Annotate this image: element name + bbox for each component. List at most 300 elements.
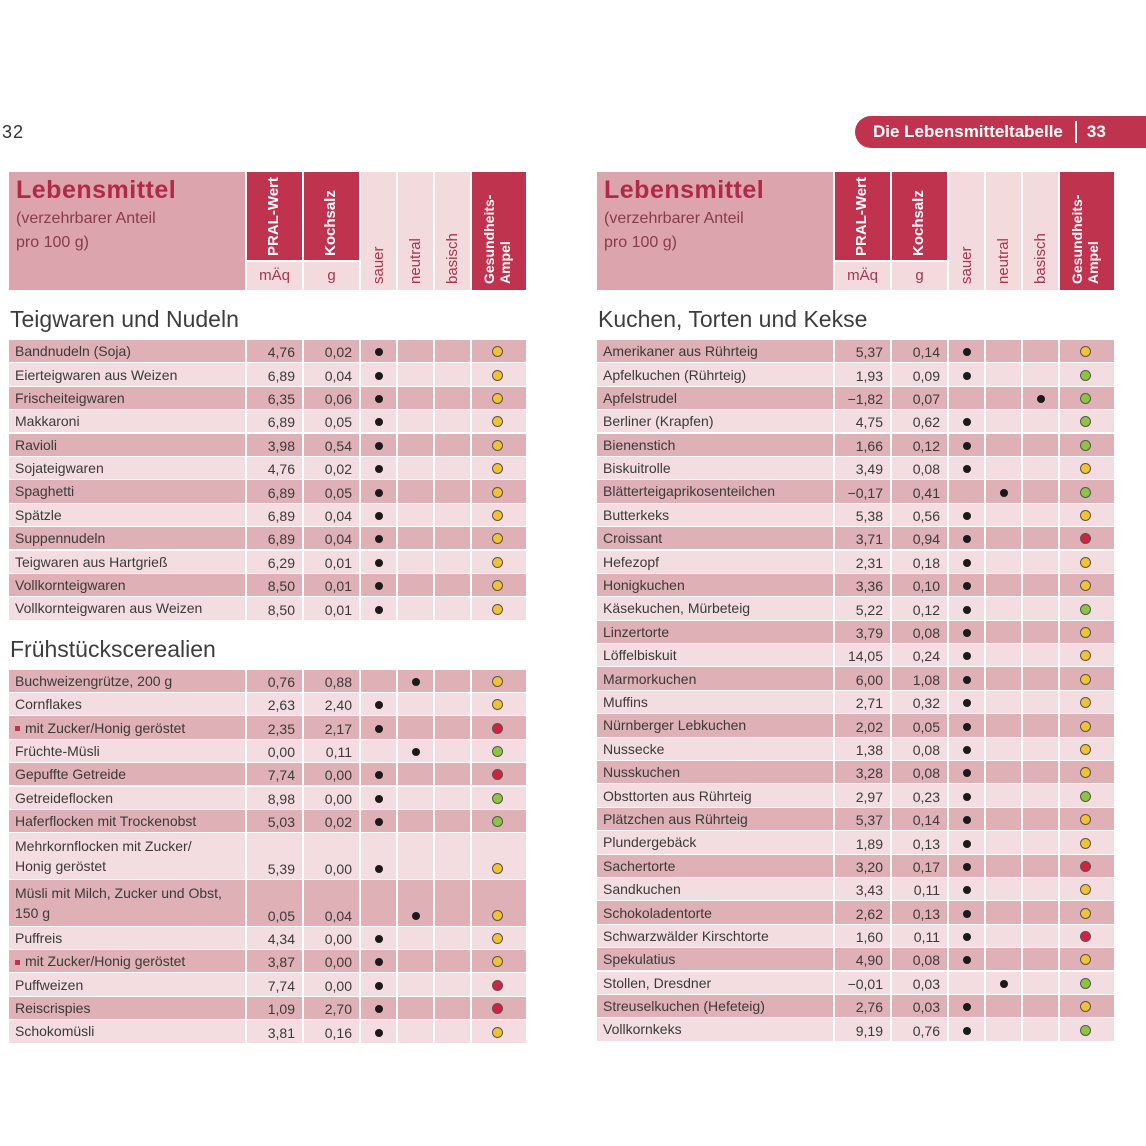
salt-value: 0,01 bbox=[304, 551, 359, 573]
table-row bbox=[597, 995, 1114, 1017]
basisch-cell bbox=[1023, 878, 1058, 900]
food-name bbox=[9, 670, 245, 692]
sauer-dot-icon bbox=[375, 982, 383, 990]
basisch-cell bbox=[435, 363, 470, 385]
header-food-sub1: (verzehrbarer Anteil bbox=[604, 210, 744, 227]
table-row bbox=[9, 410, 526, 432]
food-name bbox=[9, 434, 245, 456]
neutral-cell bbox=[986, 831, 1021, 853]
neutral-cell bbox=[398, 410, 433, 432]
left-column bbox=[9, 172, 526, 1044]
table-row bbox=[9, 504, 526, 526]
ampel-cell bbox=[1060, 387, 1114, 409]
traffic-light-yellow-icon bbox=[492, 533, 503, 544]
header-salt-label: Kochsalz bbox=[910, 190, 927, 256]
table-row bbox=[9, 597, 526, 619]
neutral-cell bbox=[986, 714, 1021, 736]
header-ampel bbox=[472, 172, 526, 290]
salt-value: 0,08 bbox=[892, 457, 947, 479]
salt-value: 0,56 bbox=[892, 504, 947, 526]
sauer-dot-icon bbox=[963, 1027, 971, 1035]
neutral-cell bbox=[398, 927, 433, 949]
salt-value: 0,11 bbox=[304, 740, 359, 762]
traffic-light-yellow-icon bbox=[492, 346, 503, 357]
neutral-cell bbox=[986, 667, 1021, 689]
basisch-cell bbox=[1023, 761, 1058, 783]
running-head-title: Die Lebensmitteltabelle bbox=[873, 122, 1063, 141]
table-row bbox=[597, 363, 1114, 385]
section-table bbox=[9, 340, 526, 620]
basisch-cell bbox=[435, 787, 470, 809]
salt-value: 0,08 bbox=[892, 948, 947, 970]
table-row bbox=[9, 927, 526, 949]
pral-value: 6,89 bbox=[247, 363, 302, 385]
table-row bbox=[597, 948, 1114, 970]
salt-value: 0,11 bbox=[892, 925, 947, 947]
traffic-light-green-icon bbox=[1080, 791, 1091, 802]
food-name bbox=[9, 457, 245, 479]
sauer-cell bbox=[949, 972, 984, 994]
neutral-cell bbox=[398, 363, 433, 385]
neutral-cell bbox=[398, 810, 433, 832]
table-row bbox=[9, 880, 526, 926]
sauer-dot-icon bbox=[375, 771, 383, 779]
basisch-cell bbox=[435, 480, 470, 502]
header-neutral bbox=[398, 172, 433, 290]
sauer-cell bbox=[949, 340, 984, 362]
food-name bbox=[9, 740, 245, 762]
sauer-cell bbox=[361, 973, 396, 995]
sauer-cell bbox=[361, 950, 396, 972]
food-name bbox=[597, 551, 833, 573]
ampel-cell bbox=[1060, 738, 1114, 760]
traffic-light-yellow-icon bbox=[1080, 650, 1091, 661]
neutral-cell bbox=[986, 784, 1021, 806]
neutral-cell bbox=[986, 551, 1021, 573]
ampel-cell bbox=[472, 833, 526, 879]
traffic-light-yellow-icon bbox=[1080, 908, 1091, 919]
neutral-cell bbox=[986, 691, 1021, 713]
neutral-cell bbox=[986, 480, 1021, 502]
food-name bbox=[597, 387, 833, 409]
table-row bbox=[597, 714, 1114, 736]
ampel-cell bbox=[1060, 597, 1114, 619]
sauer-dot-icon bbox=[375, 395, 383, 403]
traffic-light-yellow-icon bbox=[1080, 1001, 1091, 1012]
traffic-light-yellow-icon bbox=[492, 580, 503, 591]
food-name-text: Obsttorten aus Rührteig bbox=[603, 787, 752, 804]
traffic-light-yellow-icon bbox=[492, 370, 503, 381]
food-name-text: Plundergebäck bbox=[603, 834, 697, 851]
sauer-cell bbox=[949, 878, 984, 900]
pral-value: 1,89 bbox=[835, 831, 890, 853]
salt-value: 0,00 bbox=[304, 763, 359, 785]
basisch-cell bbox=[1023, 784, 1058, 806]
sauer-cell bbox=[361, 551, 396, 573]
ampel-cell bbox=[1060, 340, 1114, 362]
basisch-cell bbox=[435, 574, 470, 596]
table-header bbox=[597, 172, 1114, 290]
sauer-dot-icon bbox=[375, 418, 383, 426]
sauer-dot-icon bbox=[375, 348, 383, 356]
food-name-text: Biskuitrolle bbox=[603, 460, 671, 477]
food-name-text: Vollkornteigwaren bbox=[15, 577, 126, 594]
salt-value: 0,02 bbox=[304, 810, 359, 832]
ampel-cell bbox=[472, 950, 526, 972]
traffic-light-yellow-icon bbox=[492, 393, 503, 404]
salt-value: 0,08 bbox=[892, 761, 947, 783]
table-row bbox=[597, 480, 1114, 502]
sauer-cell bbox=[361, 833, 396, 879]
pral-value: 3,28 bbox=[835, 761, 890, 783]
section-title: Frühstückscerealien bbox=[10, 635, 216, 662]
header-sauer bbox=[361, 172, 396, 290]
salt-value: 0,00 bbox=[304, 787, 359, 809]
neutral-cell bbox=[986, 527, 1021, 549]
basisch-dot-icon bbox=[1037, 395, 1045, 403]
sauer-cell bbox=[949, 831, 984, 853]
ampel-cell bbox=[472, 410, 526, 432]
salt-value: 0,01 bbox=[304, 574, 359, 596]
neutral-cell bbox=[986, 434, 1021, 456]
sauer-dot-icon bbox=[963, 1003, 971, 1011]
basisch-cell bbox=[435, 950, 470, 972]
sauer-cell bbox=[361, 927, 396, 949]
traffic-light-yellow-icon bbox=[492, 863, 503, 874]
food-name-text: Puffreis bbox=[15, 929, 63, 946]
pral-value: 6,89 bbox=[247, 504, 302, 526]
ampel-cell bbox=[472, 340, 526, 362]
neutral-cell bbox=[986, 995, 1021, 1017]
ampel-cell bbox=[1060, 410, 1114, 432]
ampel-cell bbox=[1060, 948, 1114, 970]
traffic-light-green-icon bbox=[1080, 604, 1091, 615]
food-name bbox=[9, 480, 245, 502]
food-name-text: Croissant bbox=[603, 530, 663, 547]
food-name-text: Löffelbiskuit bbox=[603, 647, 677, 664]
table-row bbox=[597, 644, 1114, 666]
salt-value: 0,08 bbox=[892, 738, 947, 760]
neutral-cell bbox=[986, 761, 1021, 783]
food-name bbox=[9, 597, 245, 619]
neutral-cell bbox=[398, 551, 433, 573]
sauer-dot-icon bbox=[963, 465, 971, 473]
food-name-text: Teigwaren aus Hartgrieß bbox=[15, 553, 168, 570]
food-name-text: Spaghetti bbox=[15, 483, 75, 500]
traffic-light-green-icon bbox=[1080, 440, 1091, 451]
pral-value: 4,75 bbox=[835, 410, 890, 432]
neutral-cell bbox=[398, 740, 433, 762]
salt-value: 0,23 bbox=[892, 784, 947, 806]
header-salt-unit: g bbox=[304, 262, 359, 290]
neutral-cell bbox=[398, 434, 433, 456]
section-table bbox=[597, 340, 1114, 1041]
table-row bbox=[597, 667, 1114, 689]
ampel-cell bbox=[1060, 855, 1114, 877]
ampel-cell bbox=[1060, 527, 1114, 549]
pral-value: 1,38 bbox=[835, 738, 890, 760]
header-pral-label: PRAL-Wert bbox=[265, 177, 282, 256]
table-row bbox=[9, 340, 526, 362]
pral-value: −0,01 bbox=[835, 972, 890, 994]
neutral-cell bbox=[986, 855, 1021, 877]
food-name bbox=[9, 1020, 245, 1042]
traffic-light-yellow-icon bbox=[492, 676, 503, 687]
sauer-dot-icon bbox=[963, 582, 971, 590]
food-name-text: Buchweizengrütze, 200 g bbox=[15, 672, 173, 689]
pral-value: 3,81 bbox=[247, 1020, 302, 1042]
salt-value: 0,03 bbox=[892, 972, 947, 994]
sauer-cell bbox=[361, 880, 396, 926]
neutral-cell bbox=[398, 480, 433, 502]
neutral-dot-icon bbox=[1000, 980, 1008, 988]
table-row bbox=[597, 410, 1114, 432]
ampel-cell bbox=[472, 434, 526, 456]
ampel-cell bbox=[472, 363, 526, 385]
table-row bbox=[9, 693, 526, 715]
neutral-cell bbox=[398, 574, 433, 596]
traffic-light-yellow-icon bbox=[1080, 884, 1091, 895]
sauer-dot-icon bbox=[375, 935, 383, 943]
neutral-cell bbox=[398, 833, 433, 879]
header-ampel-line2: Ampel bbox=[1085, 241, 1101, 284]
neutral-dot-icon bbox=[412, 678, 420, 686]
ampel-cell bbox=[1060, 995, 1114, 1017]
table-row bbox=[9, 434, 526, 456]
table-row bbox=[9, 787, 526, 809]
header-ampel-line2: Ampel bbox=[497, 241, 513, 284]
header-food-title: Lebensmittel bbox=[604, 176, 765, 204]
neutral-cell bbox=[986, 738, 1021, 760]
table-row bbox=[9, 574, 526, 596]
food-name bbox=[597, 574, 833, 596]
pral-value: 4,34 bbox=[247, 927, 302, 949]
table-row bbox=[597, 901, 1114, 923]
food-name-text: Vollkornteigwaren aus Weizen bbox=[15, 600, 203, 617]
pral-value: 3,49 bbox=[835, 457, 890, 479]
neutral-cell bbox=[398, 787, 433, 809]
neutral-cell bbox=[398, 763, 433, 785]
header-food-sub1: (verzehrbarer Anteil bbox=[16, 210, 156, 227]
sauer-dot-icon bbox=[375, 865, 383, 873]
sauer-dot-icon bbox=[963, 559, 971, 567]
ampel-cell bbox=[1060, 574, 1114, 596]
table-row bbox=[9, 763, 526, 785]
basisch-cell bbox=[1023, 831, 1058, 853]
pral-value: 6,29 bbox=[247, 551, 302, 573]
pral-value: 7,74 bbox=[247, 973, 302, 995]
food-name-text: Gepuffte Getreide bbox=[15, 766, 127, 783]
basisch-cell bbox=[1023, 527, 1058, 549]
food-name bbox=[597, 831, 833, 853]
salt-value: 0,12 bbox=[892, 597, 947, 619]
ampel-cell bbox=[1060, 504, 1114, 526]
food-name bbox=[9, 927, 245, 949]
salt-value: 0,24 bbox=[892, 644, 947, 666]
food-name bbox=[597, 948, 833, 970]
basisch-cell bbox=[435, 693, 470, 715]
table-row bbox=[9, 480, 526, 502]
header-ampel-line1: Gesundheits- bbox=[1069, 194, 1085, 284]
pral-value: 0,05 bbox=[247, 880, 302, 926]
food-name bbox=[9, 340, 245, 362]
ampel-cell bbox=[1060, 1018, 1114, 1040]
food-name-text: Butterkeks bbox=[603, 506, 670, 523]
traffic-light-yellow-icon bbox=[492, 933, 503, 944]
basisch-cell bbox=[1023, 972, 1058, 994]
basisch-cell bbox=[1023, 597, 1058, 619]
sauer-dot-icon bbox=[963, 933, 971, 941]
food-name bbox=[597, 644, 833, 666]
header-basisch bbox=[1023, 172, 1058, 290]
salt-value: 0,03 bbox=[892, 995, 947, 1017]
table-row bbox=[9, 457, 526, 479]
salt-value: 0,08 bbox=[892, 621, 947, 643]
pral-value: 5,03 bbox=[247, 810, 302, 832]
food-name-text: Müsli mit Milch, Zucker und Obst, bbox=[15, 884, 222, 901]
traffic-light-yellow-icon bbox=[492, 440, 503, 451]
food-name bbox=[597, 855, 833, 877]
ampel-cell bbox=[1060, 901, 1114, 923]
basisch-cell bbox=[1023, 738, 1058, 760]
food-name bbox=[9, 973, 245, 995]
salt-value: 0,32 bbox=[892, 691, 947, 713]
salt-value: 0,17 bbox=[892, 855, 947, 877]
pral-value: 2,62 bbox=[835, 901, 890, 923]
sauer-dot-icon bbox=[963, 910, 971, 918]
running-head bbox=[855, 116, 1146, 148]
table-row bbox=[597, 808, 1114, 830]
sauer-cell bbox=[361, 574, 396, 596]
salt-value: 0,54 bbox=[304, 434, 359, 456]
header-ampel-line1: Gesundheits- bbox=[481, 194, 497, 284]
neutral-cell bbox=[986, 1018, 1021, 1040]
sauer-cell bbox=[361, 1020, 396, 1042]
food-name bbox=[9, 574, 245, 596]
table-row bbox=[9, 833, 526, 879]
header-basisch-label: basisch bbox=[444, 233, 461, 284]
sauer-dot-icon bbox=[375, 442, 383, 450]
basisch-cell bbox=[435, 457, 470, 479]
food-name-text: Berliner (Krapfen) bbox=[603, 413, 714, 430]
pral-value: 6,89 bbox=[247, 480, 302, 502]
sauer-dot-icon bbox=[963, 769, 971, 777]
food-name-text: Spätzle bbox=[15, 506, 62, 523]
salt-value: 1,08 bbox=[892, 667, 947, 689]
basisch-cell bbox=[1023, 457, 1058, 479]
food-name bbox=[597, 621, 833, 643]
neutral-cell bbox=[986, 925, 1021, 947]
sauer-dot-icon bbox=[963, 886, 971, 894]
neutral-cell bbox=[398, 504, 433, 526]
food-name bbox=[597, 925, 833, 947]
traffic-light-yellow-icon bbox=[492, 557, 503, 568]
ampel-cell bbox=[472, 880, 526, 926]
food-name-text: Nürnberger Lebkuchen bbox=[603, 717, 747, 734]
sauer-cell bbox=[949, 925, 984, 947]
pral-value: 0,00 bbox=[247, 740, 302, 762]
header-salt bbox=[304, 172, 359, 290]
basisch-cell bbox=[435, 527, 470, 549]
food-name-text: Sandkuchen bbox=[603, 881, 681, 898]
table-row bbox=[9, 740, 526, 762]
traffic-light-yellow-icon bbox=[1080, 510, 1091, 521]
neutral-cell bbox=[986, 948, 1021, 970]
header-basisch-label: basisch bbox=[1032, 233, 1049, 284]
table-row bbox=[597, 504, 1114, 526]
pral-value: −1,82 bbox=[835, 387, 890, 409]
salt-value: 0,10 bbox=[892, 574, 947, 596]
food-name-text: Suppennudeln bbox=[15, 530, 106, 547]
ampel-cell bbox=[472, 716, 526, 738]
table-row bbox=[9, 716, 526, 738]
ampel-cell bbox=[472, 763, 526, 785]
page-number-right: 33 bbox=[1086, 122, 1106, 141]
neutral-cell bbox=[986, 972, 1021, 994]
sauer-cell bbox=[361, 997, 396, 1019]
food-name-text: Honigkuchen bbox=[603, 577, 685, 594]
sauer-dot-icon bbox=[375, 465, 383, 473]
sauer-dot-icon bbox=[375, 582, 383, 590]
food-name bbox=[597, 363, 833, 385]
traffic-light-yellow-icon bbox=[1080, 838, 1091, 849]
section-title: Kuchen, Torten und Kekse bbox=[598, 306, 868, 332]
food-name bbox=[597, 667, 833, 689]
basisch-cell bbox=[435, 504, 470, 526]
traffic-light-red-icon bbox=[1080, 931, 1091, 942]
pral-value: 5,39 bbox=[247, 833, 302, 879]
neutral-cell bbox=[398, 387, 433, 409]
pral-value: 8,50 bbox=[247, 597, 302, 619]
food-name-text: Haferflocken mit Trockenobst bbox=[15, 813, 197, 830]
sauer-cell bbox=[361, 340, 396, 362]
salt-value: 0,13 bbox=[892, 901, 947, 923]
food-name bbox=[9, 551, 245, 573]
sauer-cell bbox=[949, 714, 984, 736]
header-neutral-label: neutral bbox=[407, 238, 424, 284]
basisch-cell bbox=[1023, 644, 1058, 666]
ampel-cell bbox=[1060, 714, 1114, 736]
sauer-dot-icon bbox=[375, 818, 383, 826]
sauer-cell bbox=[949, 644, 984, 666]
ampel-cell bbox=[472, 927, 526, 949]
basisch-cell bbox=[435, 597, 470, 619]
food-name-text: Frischeiteigwaren bbox=[15, 389, 125, 406]
header-neutral-label: neutral bbox=[995, 238, 1012, 284]
sauer-cell bbox=[949, 948, 984, 970]
basisch-cell bbox=[1023, 995, 1058, 1017]
basisch-cell bbox=[1023, 574, 1058, 596]
header-pral-unit: mÄq bbox=[247, 262, 302, 290]
basisch-cell bbox=[435, 716, 470, 738]
basisch-cell bbox=[435, 434, 470, 456]
traffic-light-yellow-icon bbox=[1080, 557, 1091, 568]
sauer-dot-icon bbox=[963, 676, 971, 684]
food-name-text: Ravioli bbox=[15, 436, 58, 453]
basisch-cell bbox=[435, 810, 470, 832]
ampel-cell bbox=[1060, 878, 1114, 900]
food-name bbox=[597, 878, 833, 900]
ampel-cell bbox=[472, 457, 526, 479]
table-row bbox=[597, 784, 1114, 806]
ampel-cell bbox=[472, 787, 526, 809]
sauer-cell bbox=[949, 574, 984, 596]
basisch-cell bbox=[435, 670, 470, 692]
food-name bbox=[597, 738, 833, 760]
sauer-dot-icon bbox=[375, 489, 383, 497]
salt-value: 0,02 bbox=[304, 457, 359, 479]
basisch-cell bbox=[435, 973, 470, 995]
